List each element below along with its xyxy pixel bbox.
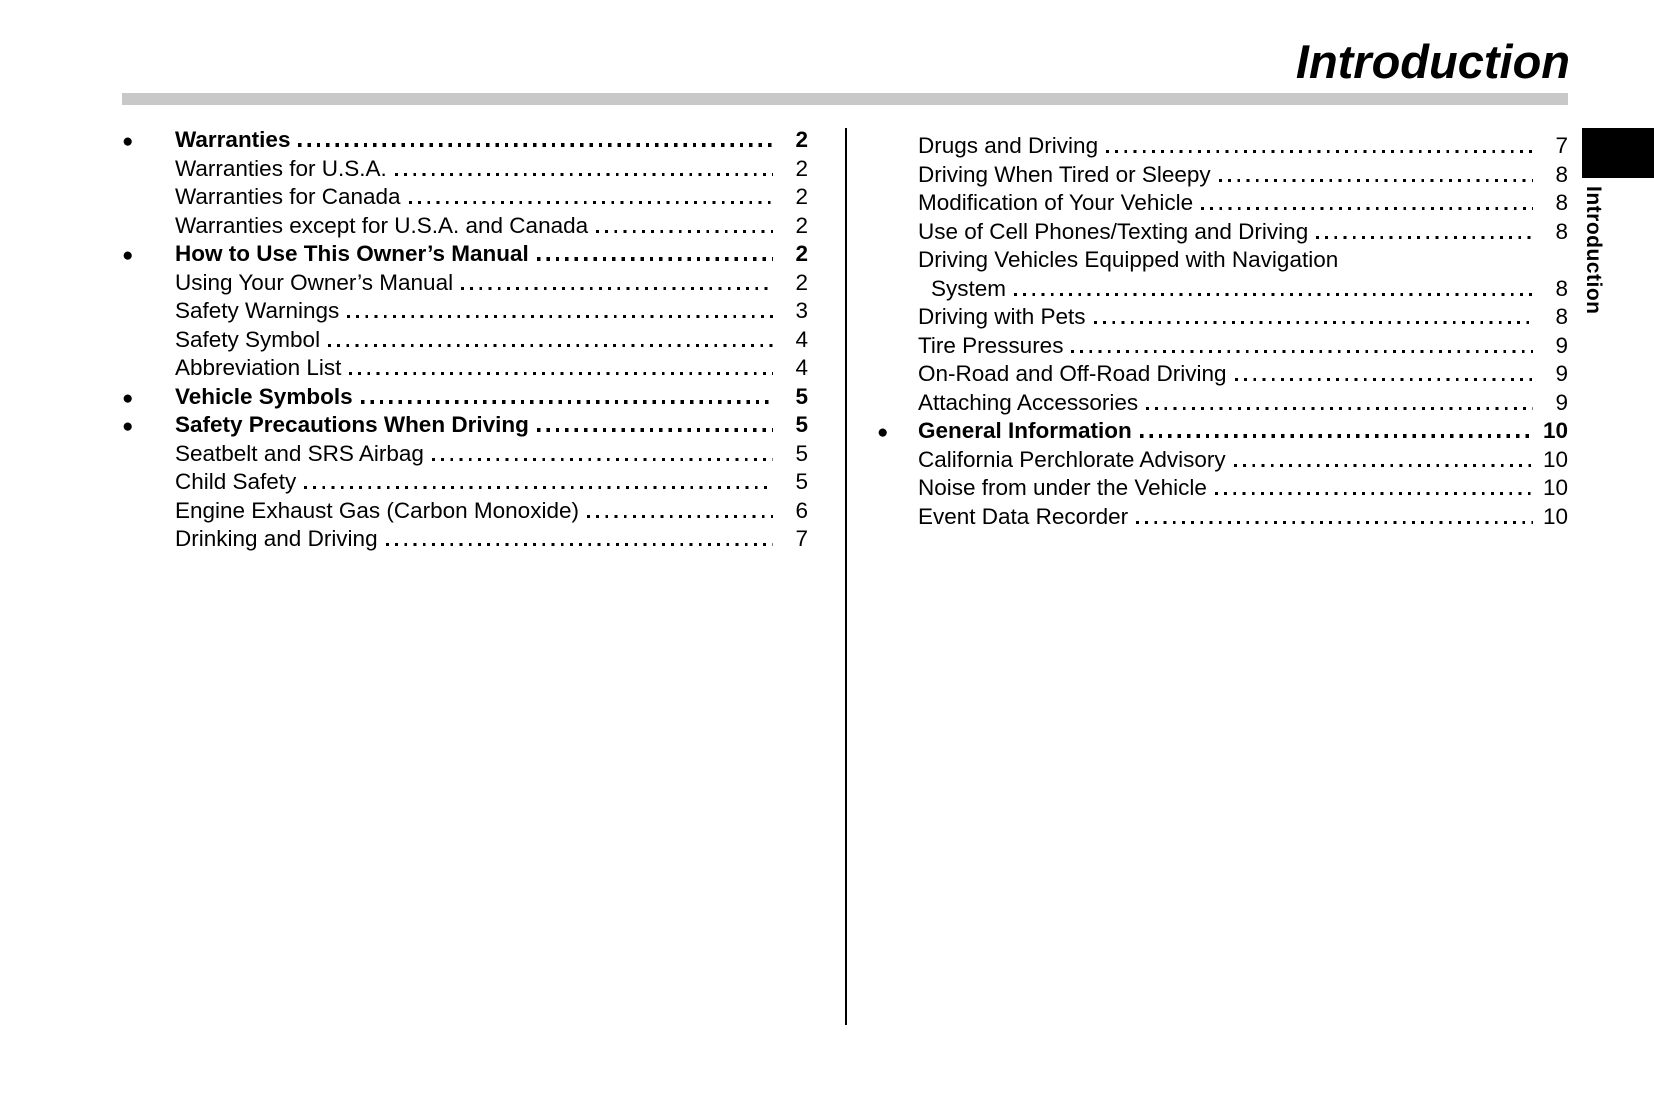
toc-entry-page: 4 (795, 326, 808, 352)
toc-column-left (122, 126, 808, 554)
toc-entry-page: 2 (795, 184, 808, 209)
dot-leader (304, 486, 773, 489)
toc-entry-page: 6 (795, 497, 808, 523)
dot-leader (298, 143, 773, 147)
toc-entry (122, 383, 808, 412)
toc-entry (122, 240, 808, 269)
toc-entry (122, 440, 808, 469)
toc-entry-page: 5 (795, 440, 808, 466)
toc-entry-label: Drinking and Driving (175, 526, 378, 551)
toc-entry (122, 525, 808, 554)
toc-entry-label: Event Data Recorder (918, 503, 1129, 529)
toc-entry (122, 468, 808, 497)
dot-leader (1014, 293, 1533, 296)
toc-entry (877, 132, 1568, 161)
dot-leader (461, 287, 773, 290)
title-rule (122, 93, 1568, 105)
toc-entry-label: Tire Pressures (918, 332, 1064, 358)
toc-entry-label: Warranties (175, 127, 291, 152)
toc-entry-page: 8 (1555, 218, 1568, 244)
bullet-icon: ● (122, 245, 134, 266)
toc-entry-label: Warranties for U.S.A. (175, 155, 387, 181)
toc-entry-label: Driving Vehicles Equipped with Navigation (918, 247, 1339, 272)
chapter-tab (1582, 128, 1654, 178)
page-title: Introduction (1295, 35, 1570, 88)
dot-leader (1136, 521, 1533, 524)
toc-entry (122, 297, 808, 326)
toc-entry (877, 275, 1568, 304)
toc-entry (122, 354, 808, 383)
toc-entry-label: System (931, 275, 1007, 301)
toc-entry-label: Use of Cell Phones/Texting and Driving (918, 218, 1309, 244)
toc-entry-page: 10 (1542, 475, 1568, 500)
toc-entry-page: 5 (795, 383, 808, 409)
toc-entry-label: Noise from under the Vehicle (918, 475, 1207, 500)
toc-entry-label: On-Road and Off-Road Driving (918, 361, 1227, 386)
dot-leader (1140, 434, 1533, 438)
toc-entry-page: 3 (795, 298, 808, 323)
toc-entry-label: Safety Symbol (175, 326, 321, 352)
toc-entry (877, 161, 1568, 190)
dot-leader (1316, 236, 1533, 239)
toc-entry-page: 2 (795, 127, 808, 152)
toc-entry (122, 155, 808, 184)
toc-entry-label: Abbreviation List (175, 355, 342, 380)
dot-leader (432, 458, 773, 461)
toc-entry (877, 332, 1568, 361)
bullet-icon: ● (122, 416, 134, 437)
toc-entry-page: 4 (795, 355, 808, 380)
dot-leader (1146, 407, 1533, 410)
toc-entry-page: 5 (795, 469, 808, 494)
toc-entry-page: 7 (795, 526, 808, 551)
toc-entry-page: 5 (795, 412, 808, 437)
chapter-tab-label: Introduction (1582, 186, 1605, 315)
toc-entry-label: Attaching Accessories (918, 389, 1139, 415)
toc-entry-page: 7 (1555, 133, 1568, 158)
dot-leader (386, 543, 773, 546)
dot-leader (409, 201, 773, 204)
toc-entry-page: 10 (1542, 503, 1568, 529)
toc-entry (877, 303, 1568, 332)
dot-leader (1106, 150, 1533, 153)
toc-entry-label: Seatbelt and SRS Airbag (175, 440, 424, 466)
toc-entry (122, 497, 808, 526)
toc-entry (877, 360, 1568, 389)
toc-entry-page: 9 (1555, 361, 1568, 386)
toc-entry (877, 389, 1568, 418)
dot-leader (347, 315, 773, 318)
dot-leader (1235, 378, 1534, 381)
dot-leader (349, 372, 773, 375)
toc-entry-page: 2 (795, 212, 808, 238)
dot-leader (328, 344, 773, 347)
toc-entry (877, 246, 1568, 275)
toc-entry-label: Child Safety (175, 469, 297, 494)
toc-entry-page: 9 (1555, 389, 1568, 415)
toc-entry-label: Using Your Owner’s Manual (175, 269, 454, 295)
toc-entry-label: Warranties for Canada (175, 184, 401, 209)
dot-leader (1094, 321, 1533, 324)
toc-entry-page: 10 (1542, 446, 1568, 472)
toc-entry (122, 183, 808, 212)
toc-entry (122, 212, 808, 241)
toc-entry-label: General Information (918, 418, 1132, 443)
dot-leader (537, 428, 773, 432)
toc-entry (877, 474, 1568, 503)
dot-leader (596, 230, 773, 233)
toc-entry (877, 189, 1568, 218)
toc-entry (122, 326, 808, 355)
toc-entry (877, 417, 1568, 446)
bullet-icon: ● (877, 422, 889, 443)
toc-entry (877, 503, 1568, 532)
toc-entry (122, 126, 808, 155)
toc-entry-label: Modification of Your Vehicle (918, 190, 1194, 215)
dot-leader (395, 173, 773, 176)
toc-entry-label: California Perchlorate Advisory (918, 446, 1226, 472)
dot-leader (1234, 464, 1533, 467)
toc-entry (122, 269, 808, 298)
toc-entry-label: Safety Precautions When Driving (175, 412, 529, 437)
toc-column-right (877, 132, 1568, 531)
toc-entry (877, 446, 1568, 475)
toc-entry-page: 8 (1555, 275, 1568, 301)
toc-entry-page: 8 (1555, 161, 1568, 187)
toc-entry-page: 9 (1555, 332, 1568, 358)
dot-leader (1201, 207, 1533, 210)
bullet-icon: ● (122, 131, 134, 152)
toc-entry-page: 2 (795, 269, 808, 295)
column-divider (845, 128, 847, 1025)
dot-leader (587, 515, 773, 518)
toc-entry-label: Engine Exhaust Gas (Carbon Monoxide) (175, 497, 579, 523)
toc-entry-label: Driving When Tired or Sleepy (918, 161, 1211, 187)
toc-entry-page: 8 (1555, 190, 1568, 215)
dot-leader (1071, 350, 1533, 353)
toc-entry-label: How to Use This Owner’s Manual (175, 241, 529, 266)
toc-entry-page: 10 (1542, 418, 1568, 443)
toc-entry-label: Driving with Pets (918, 304, 1086, 329)
dot-leader (537, 257, 773, 261)
toc-entry-page: 2 (795, 155, 808, 181)
dot-leader (1219, 179, 1533, 182)
toc-entry-label: Vehicle Symbols (175, 383, 353, 409)
toc-entry-label: Warranties except for U.S.A. and Canada (175, 212, 589, 238)
toc-entry-label: Safety Warnings (175, 298, 340, 323)
dot-leader (1215, 492, 1533, 495)
toc-entry-page: 2 (795, 241, 808, 266)
bullet-icon: ● (122, 387, 134, 409)
dot-leader (361, 400, 773, 404)
toc-entry-label: Drugs and Driving (918, 133, 1099, 158)
toc-entry-page: 8 (1555, 304, 1568, 329)
toc-entry (877, 218, 1568, 247)
toc-entry (122, 411, 808, 440)
